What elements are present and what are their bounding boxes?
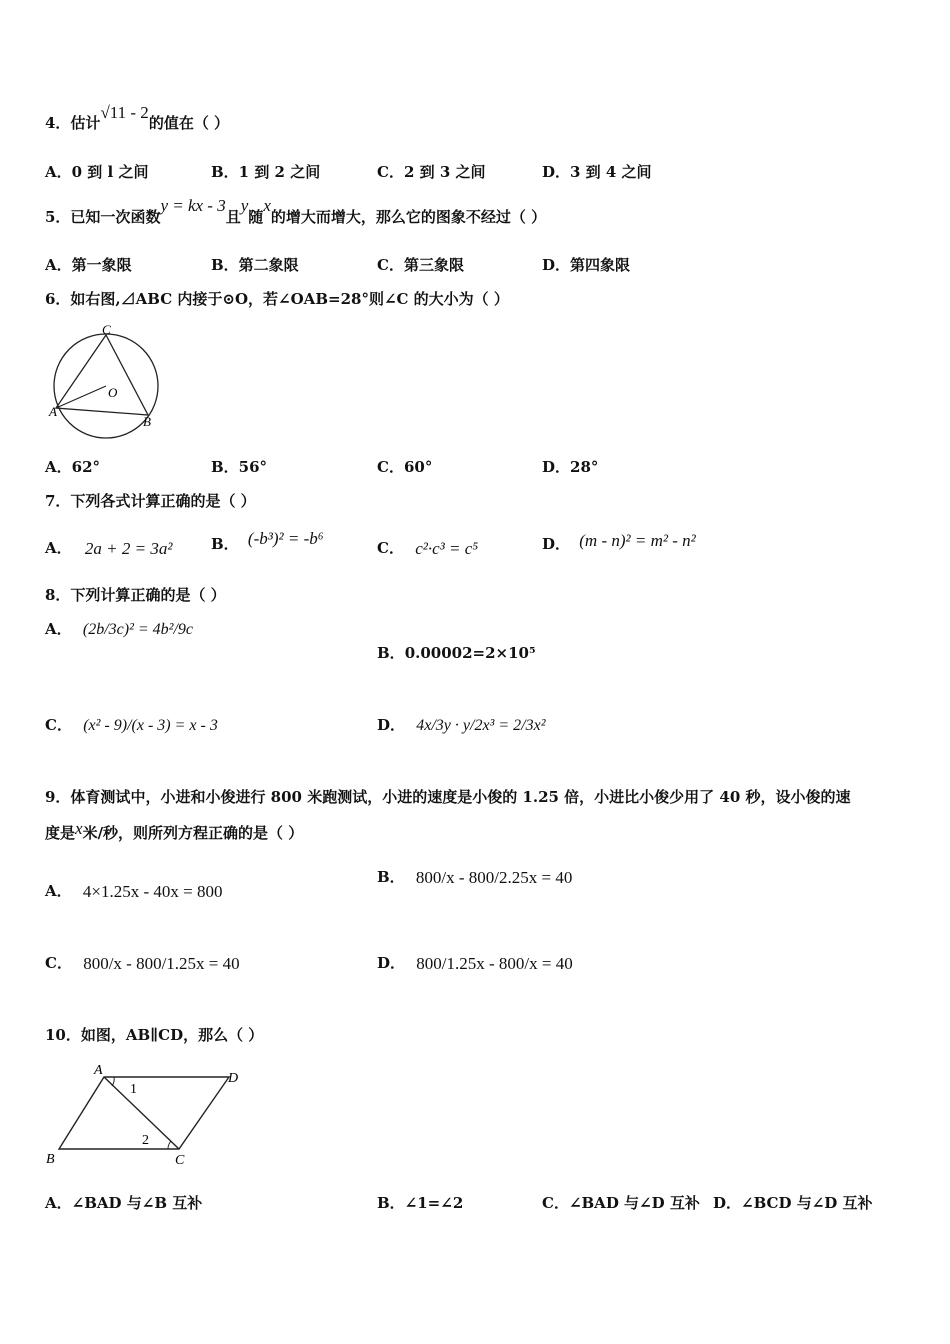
q9-stem-line2-suffix: 米/秒，则所列方程正确的是（ ） [82,824,304,842]
q9-stem-line2-prefix: 度是 [45,824,76,842]
q5-mid1: 且 [225,208,241,226]
q8-label-d: D． [377,716,406,734]
q8-option-c [45,714,218,735]
q9-expr-b: 800/x - 800/2.25x = 40 [415,868,573,887]
q8-option-a [45,618,193,639]
q8-label-b: B． [377,644,405,662]
q8-expr-a: (2b/3c)² = 4b²/9c [82,621,194,638]
q9-option-a [45,880,222,902]
q4-option-a: A．0 到 l 之间 [45,163,149,181]
q7-expr-c: c²·c³ = c⁵ [415,539,479,558]
q7-label-a: A． [45,539,72,557]
question-4-stem [45,103,230,133]
q4-option-b: B．1 到 2 之间 [211,163,321,181]
q7-label-c: C． [377,539,404,557]
question-6-stem: 6．如右图,⊿ABC 内接于⊙O，若∠OAB=28°则∠C 的大小为（ ） [45,290,509,308]
angle-2-arc [168,1141,171,1149]
q5-var-x: x [263,196,271,215]
q9-label-c: C． [45,954,72,972]
q4-stem-suffix: 的值在（ ） [148,114,230,132]
q9-option-c [45,952,240,974]
q9-option-d [377,952,573,974]
q5-stem-prefix: 5．已知一次函数 [45,208,161,226]
q7-option-c [377,537,478,559]
angle-1-arc [112,1077,114,1086]
q8-option-d [377,714,545,735]
q9-expr-a: 4×1.25x - 40x = 800 [82,882,223,901]
q5-expression: y = kx - 3 [160,196,226,215]
label-o: O [108,385,118,400]
parallelogram-figure [44,1062,244,1170]
q9-label-d: D． [377,954,406,972]
q8-expr-c: (x² - 9)/(x - 3) = x - 3 [83,717,218,734]
q10-option-b: B．∠1=∠2 [377,1194,464,1212]
q5-option-c: C．第三象限 [377,256,464,274]
q6-option-a: A．62° [45,458,101,476]
question-7-stem: 7．下列各式计算正确的是（ ） [45,492,256,510]
q9-label-b: B． [377,868,405,886]
q7-option-b [211,529,324,555]
q10-option-c: C．∠BAD 与∠D 互补 [542,1194,700,1212]
label-c: C [175,1153,185,1168]
q5-option-a: A．第一象限 [45,256,132,274]
q4-expression: √11 - 2 [100,103,149,122]
label-b: B [143,414,151,429]
q4-option-c: C．2 到 3 之间 [377,163,486,181]
q7-option-d [542,533,696,555]
q7-expr-b: (-b³)² = -b⁶ [247,529,324,548]
q9-label-a: A． [45,882,72,900]
q4-stem-prefix: 4．估计 [45,114,101,132]
q8-label-c: C． [45,716,72,734]
q5-stem-suffix: 的增大而增大，那么它的图象不经过（ ） [270,208,547,226]
q9-expr-c: 800/x - 800/1.25x = 40 [83,954,240,973]
q8-expr-d: 4x/3y · y/2x³ = 2/3x² [416,717,546,734]
q6-option-c: C．60° [377,458,433,476]
q8-b-text: 0.00002=2×10⁵ [404,644,536,662]
q9-var-x: x [75,819,83,838]
q7-option-a [45,537,172,559]
question-9-stem-line1: 9．体育测试中，小进和小俊进行 800 米跑测试，小进的速度是小俊的 1.25 倍，小进比小俊少用了 40 秒，设小俊的速 [45,788,851,806]
label-d: D [228,1071,239,1086]
q8-label-a: A． [45,620,72,638]
q7-expr-d: (m - n)² = m² - n² [579,531,696,550]
label-a: A [94,1063,103,1078]
label-angle-1: 1 [130,1082,137,1097]
q10-option-a: A．∠BAD 与∠B 互补 [45,1194,203,1212]
question-9-stem-line2 [45,819,304,843]
q6-option-b: B．56° [211,458,268,476]
q5-option-b: B．第二象限 [211,256,299,274]
label-b: B [46,1152,55,1167]
question-10-stem: 10．如图，AB∥CD，那么（ ） [45,1026,264,1044]
q6-option-d: D．28° [542,458,599,476]
label-angle-2: 2 [142,1133,149,1148]
q9-option-b [377,866,572,888]
question-5-stem [45,196,547,227]
q9-expr-d: 800/1.25x - 800/x = 40 [416,954,573,973]
question-8-stem: 8．下列计算正确的是（ ） [45,586,226,604]
q5-option-d: D．第四象限 [542,256,631,274]
q4-option-d: D．3 到 4 之间 [542,163,652,181]
q5-mid2: 随 [248,208,264,226]
q7-label-d: D． [542,535,571,553]
q8-option-b [377,642,536,663]
q5-var-y: y [240,196,249,215]
q7-expr-a: 2a + 2 = 3a² [84,539,173,558]
label-c: C [102,322,111,337]
q10-option-d: D．∠BCD 与∠D 互补 [713,1194,873,1212]
circle-triangle-figure [46,322,171,440]
triangle-abc [56,335,148,415]
label-a: A [49,404,57,419]
q7-label-b: B． [211,535,239,553]
